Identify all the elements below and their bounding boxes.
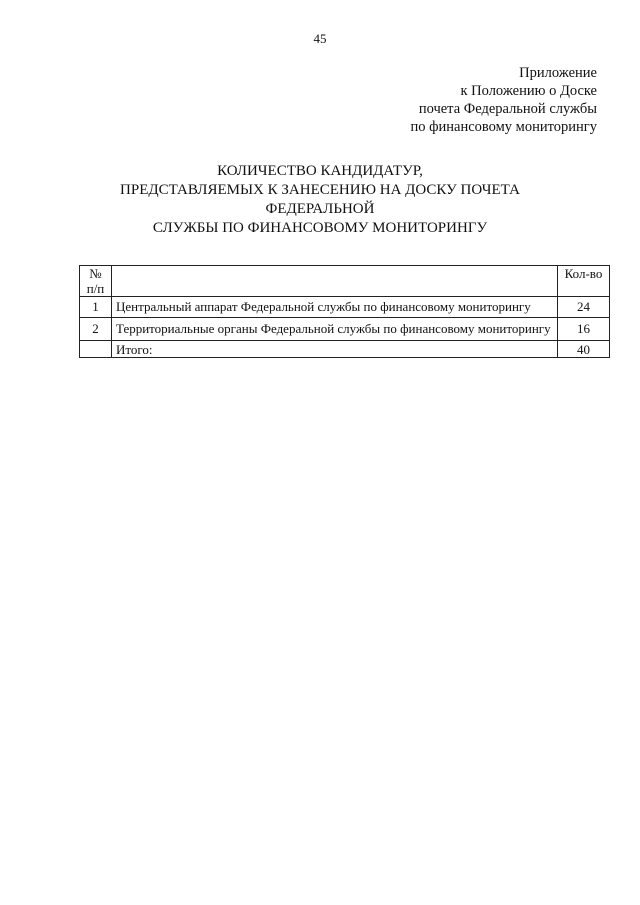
page-number: 45 [313, 31, 327, 46]
header-quantity: Кол-во [558, 266, 610, 297]
document-title [0, 162, 640, 238]
appendix-line: к Положению о Доске [460, 83, 597, 99]
header-number [80, 266, 112, 297]
header-number-symbol: № [89, 266, 102, 281]
header-number-abbr: п/п [86, 281, 105, 296]
table-row [80, 318, 610, 341]
row-name: Центральный аппарат Федеральной службы по финансовому мониторингу [112, 297, 558, 318]
table-row [80, 297, 610, 318]
row-quantity: 16 [558, 318, 610, 341]
candidates-table [79, 265, 610, 358]
title-line: СЛУЖБЫ ПО ФИНАНСОВОМУ МОНИТОРИНГУ [152, 220, 488, 236]
table-header-row [80, 266, 610, 297]
row-quantity: 24 [558, 297, 610, 318]
appendix-line: почета Федеральной службы [418, 101, 597, 117]
title-line: ПРЕДСТАВЛЯЕМЫХ К ЗАНЕСЕНИЮ НА ДОСКУ ПОЧЕТА [120, 182, 520, 198]
appendix-line: Приложение [519, 65, 597, 81]
row-name: Территориальные органы Федеральной службы по финансовому мониторингу [112, 318, 558, 341]
header-name [112, 266, 558, 297]
title-line: КОЛИЧЕСТВО КАНДИДАТУР, [217, 163, 423, 179]
row-number: 1 [80, 297, 112, 318]
appendix-note [410, 64, 597, 136]
title-line: ФЕДЕРАЛЬНОЙ [265, 201, 375, 217]
total-quantity: 40 [558, 341, 610, 358]
table-total-row [80, 341, 610, 358]
total-label: Итого: [112, 341, 558, 358]
total-number [80, 341, 112, 358]
appendix-line: по финансовому мониторингу [410, 119, 597, 135]
row-number: 2 [80, 318, 112, 341]
